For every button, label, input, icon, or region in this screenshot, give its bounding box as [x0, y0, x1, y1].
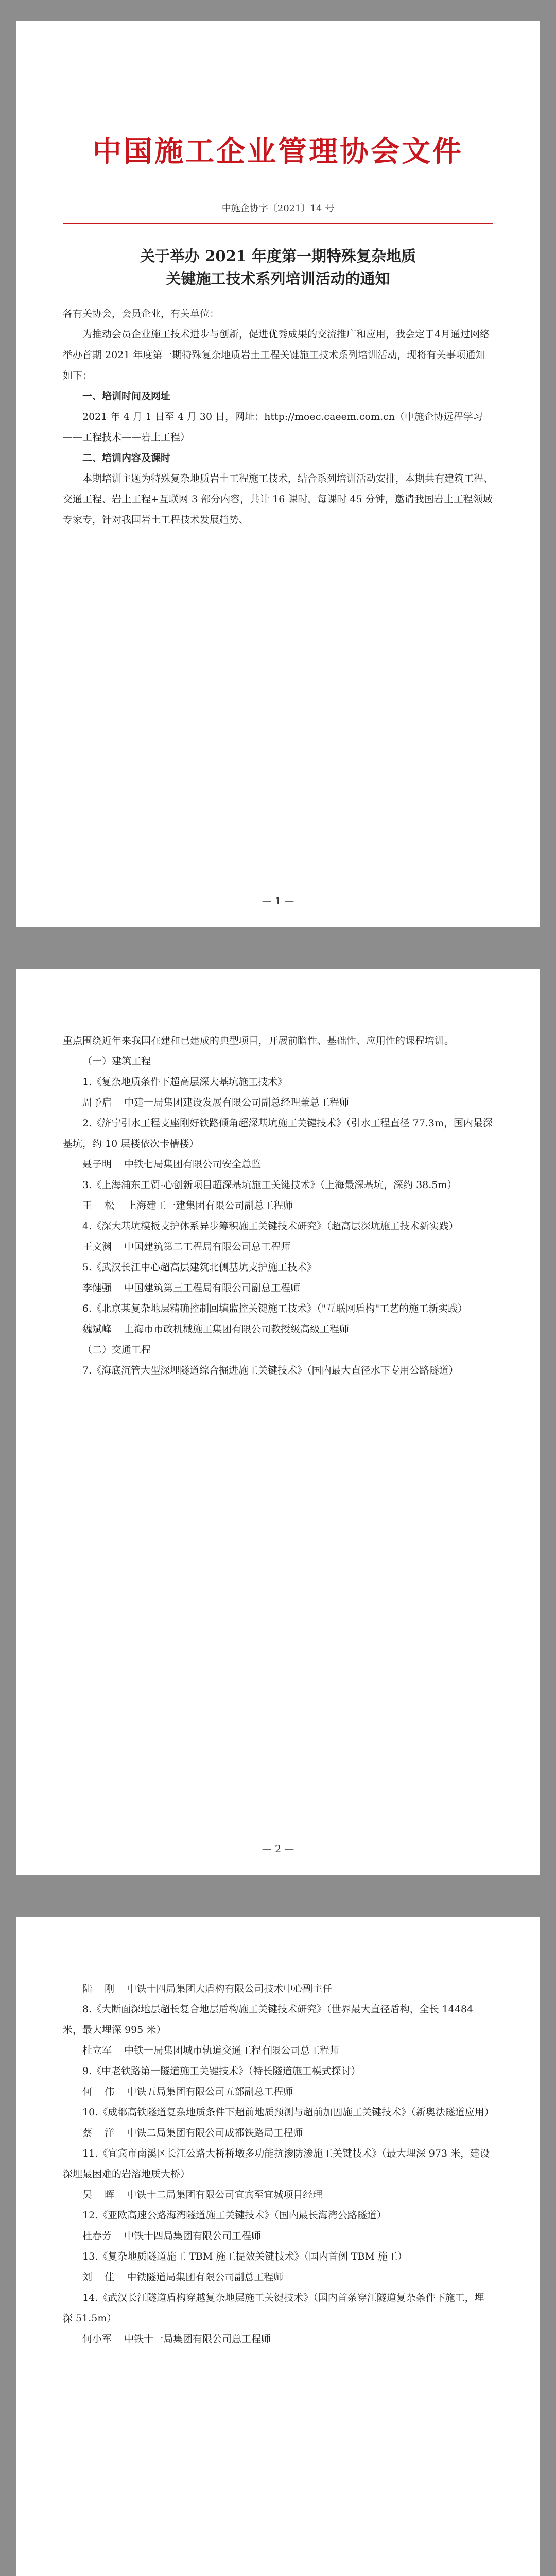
category-heading: （一）建筑工程: [82, 1056, 151, 1067]
course-list: [63, 1978, 493, 2349]
course-item: 吴 晖 中铁十二局集团有限公司宜宾至宜城项目经理: [82, 2189, 323, 2200]
course-item: 10.《成都高铁隧道复杂地质条件下超前地质预测与超前加固施工关键技术》（新奥法隧道应用）: [82, 2107, 494, 2118]
organization-title: 中国施工企业管理协会文件: [93, 134, 463, 168]
course-item: 2.《济宁引水工程支座刚好铁路倾角超深基坑施工关键技术》（引水工程直径 77.3m，国内最深基坑，约 10 层楼依次卡槽楼）: [63, 1117, 493, 1149]
course-item: 何小军 中铁十一局集团有限公司总工程师: [82, 2333, 271, 2345]
greeting: 各有关协会，会员企业，有关单位：: [63, 308, 220, 319]
document-page-1: [16, 21, 540, 927]
course-item: （二）交通工程: [82, 1344, 151, 1355]
notice-title-line-2: 关键施工技术系列培训活动的通知: [166, 270, 390, 287]
notice-title: [63, 245, 493, 290]
course-item: 王文渊 中国建筑第二工程局有限公司总工程师: [82, 1241, 291, 1252]
continuation-paragraph: 重点围绕近年来我国在建和已建成的典型项目，开展前瞻性、基础性、应用性的课程培训。: [63, 1035, 455, 1046]
red-divider: [63, 223, 493, 224]
page-number: — 1 —: [262, 895, 294, 907]
document-number: 中施企协字〔2021〕14 号: [221, 203, 335, 214]
course-item: 11.《宜宾市南溪区长江公路大桥桥墩多功能抗渗防渗施工关键技术》（最大埋深 973 米，建设深埋最困难的岩溶地质大桥）: [63, 2148, 490, 2180]
course-item: 14.《武汉长江隧道盾构穿越复杂地层施工关键技术》（国内首条穿江隧道复杂条件下施工，埋深 51.5m）: [63, 2292, 484, 2324]
notice-title-line-1: 关于举办 2021 年度第一期特殊复杂地质: [140, 247, 416, 265]
section-heading-time: 一、培训时间及网址: [82, 391, 171, 402]
course-item: 陆 刚 中铁十四局集团大盾构有限公司技术中心副主任: [82, 1983, 333, 1994]
course-item: 9.《中老铁路第一隧道施工关键技术》（特长隧道施工模式探讨）: [82, 2065, 361, 2077]
course-item: 刘 佳 中铁隧道局集团有限公司副总工程师: [82, 2272, 284, 2283]
course-item: 8.《大断面深地层超长复合地层盾构施工关键技术研究》（世界最大直径盾构，全长 14484 米，最大埋深 995 米）: [63, 2004, 477, 2036]
time-paragraph: 2021 年 4 月 1 日至 4 月 30 日，网址：http://moec.caeem.com.cn（中施企协远程学习——工程技术——岩土工程）: [63, 411, 483, 443]
course-item: 蔡 洋 中铁二局集团有限公司成都铁路局工程师: [82, 2127, 303, 2139]
course-item: 3.《上海浦东工贸-心创新项目超深基坑施工关键技术》（上海最深基坑，深约 38.5m）: [82, 1179, 457, 1191]
course-item: 12.《亚欧高速公路海湾隧道施工关键技术》（国内最长海湾公路隧道）: [82, 2210, 387, 2221]
course-item: 聂子明 中铁七局集团有限公司安全总监: [82, 1159, 262, 1170]
document-page-3: [16, 1917, 540, 2576]
section-heading-content: 二、培训内容及课时: [82, 452, 171, 464]
course-item: 魏斌峰 上海市市政机械施工集团有限公司教授级高级工程师: [82, 1324, 350, 1335]
intro-paragraph: 为推动会员企业施工技术进步与创新，促进优秀成果的交流推广和应用，我会定于4月通过网络举办首期 2021 年度第一期特殊复杂地质岩土工程关键施工技术系列培训活动，现将有关事项通知如下：: [63, 329, 490, 381]
course-item: 李健强 中国建筑第三工程局有限公司副总工程师: [82, 1282, 301, 1294]
course-item: 杜春芳 中铁十四局集团有限公司工程师: [82, 2230, 262, 2242]
course-item: 何 伟 中铁五局集团有限公司五部副总工程师: [82, 2086, 293, 2097]
course-item: 5.《武汉长江中心超高层建筑北侧基坑支护施工技术》: [82, 1262, 317, 1273]
course-item: 6.《北京某复杂地层精确控制回填监控关键施工技术》（"互联网盾构"工艺的施工新实践）: [82, 1303, 468, 1314]
course-item: 周予启 中建一局集团建设发展有限公司副总经理兼总工程师: [82, 1097, 350, 1108]
course-list: [63, 1072, 493, 1381]
course-item: 王 松 上海建工一建集团有限公司副总工程师: [82, 1200, 293, 1211]
course-item: 7.《海底沉管大型深埋隧道综合掘进施工关键技术》（国内最大直径水下专用公路隧道）: [82, 1365, 459, 1376]
document-page-2: [16, 969, 540, 1875]
course-item: 杜立军 中铁一局集团城市轨道交通工程有限公司总工程师: [82, 2045, 340, 2056]
course-item: 4.《深大基坑模板支护体系异步筹积施工关键技术研究》（超高层深坑施工技术新实践）: [82, 1221, 459, 1232]
content-paragraph: 本期培训主题为特殊复杂地质岩土工程施工技术，结合系列培训活动安排，本期共有建筑工程、交通工程、岩土工程+互联网 3 部分内容，共计 16 课时，每课时 45 分钟，邀请我国岩土工程领域专家专，针对我国岩土工程技术发展趋势、: [63, 473, 494, 526]
course-item: 1.《复杂地质条件下超高层深大基坑施工技术》: [82, 1076, 288, 1088]
course-item: 13.《复杂地质隧道施工 TBM 施工提效关键技术》（国内首例 TBM 施工）: [82, 2251, 408, 2262]
page-number: — 2 —: [262, 1843, 294, 1855]
